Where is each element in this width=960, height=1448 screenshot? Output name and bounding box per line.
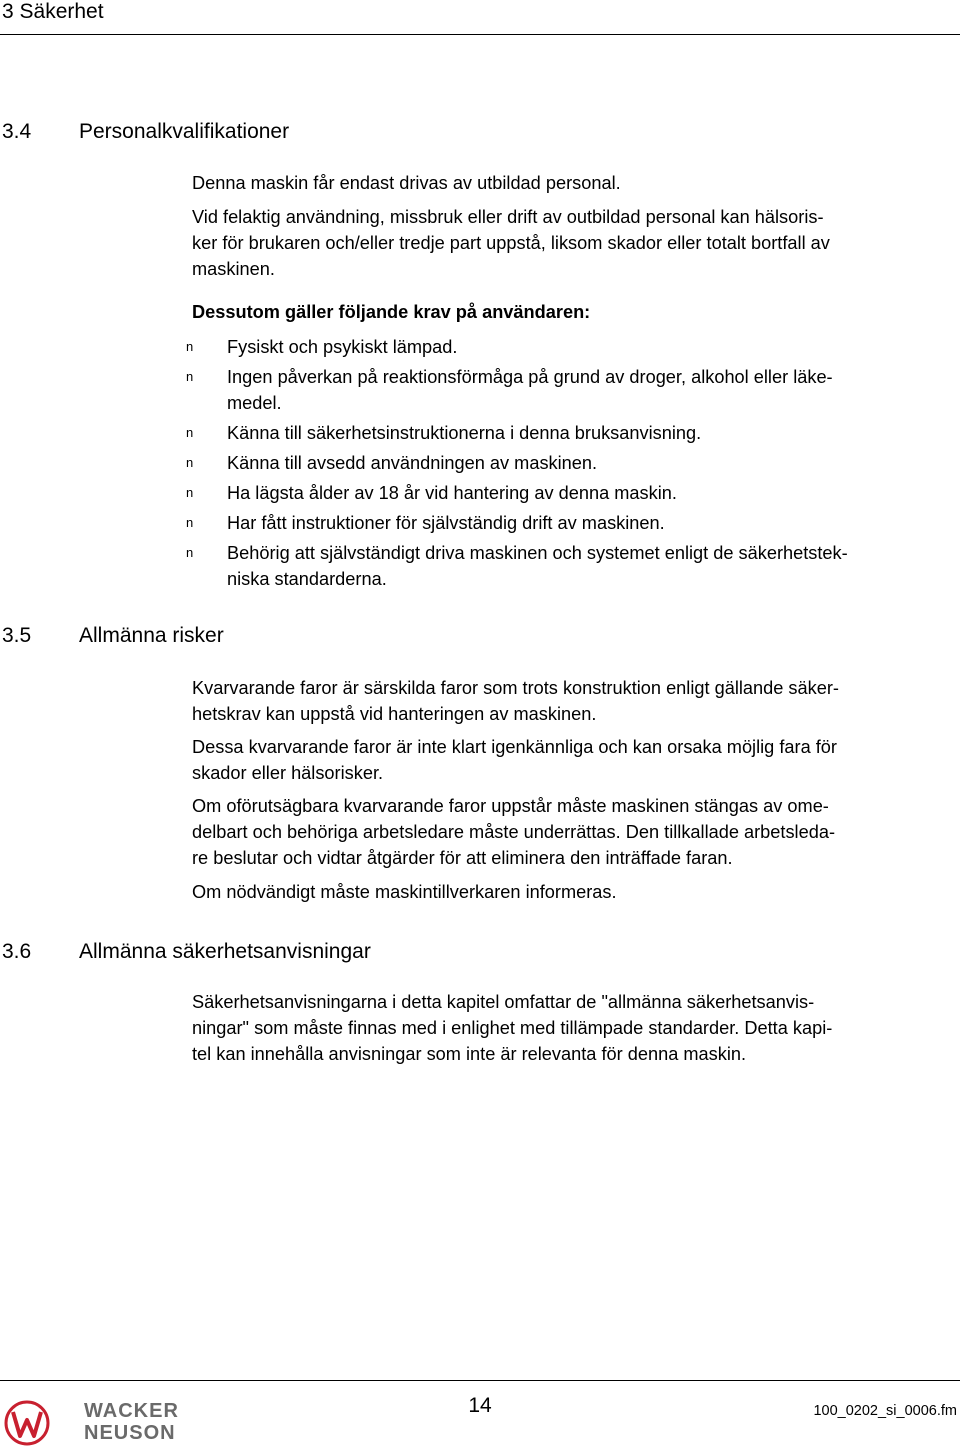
bullet-icon: n: [186, 485, 194, 500]
brand-name-line2: NEUSON: [84, 1422, 176, 1444]
paragraph-line: Säkerhetsanvisningarna i detta kapitel omfattar de "allmänna säkerhetsanvis-: [192, 992, 815, 1012]
paragraph: [192, 204, 956, 282]
list-item: [186, 334, 956, 360]
bullet-icon: n: [186, 369, 194, 384]
paragraph-line: re beslutar och vidtar åtgärder för att eliminera den inträffade faran.: [192, 848, 733, 868]
list-item: [186, 420, 956, 446]
section-number: 3.6: [2, 940, 32, 963]
section-title: Personalkvalifikationer: [79, 120, 290, 143]
header-divider: [0, 34, 960, 35]
list-item: [186, 540, 956, 592]
paragraph: Om nödvändigt måste maskintillverkaren informeras.: [192, 882, 617, 902]
list-item-text: Har fått instruktioner för självständig drift av maskinen.: [227, 513, 665, 533]
list-item-text: Känna till säkerhetsinstruktionerna i denna bruksanvisning.: [227, 423, 702, 443]
paragraph: [192, 734, 956, 786]
bullet-icon: n: [186, 515, 194, 530]
paragraph-line: delbart och behöriga arbetsledare måste underrättas. Den tillkallade arbetsleda-: [192, 822, 836, 842]
paragraph-line: maskinen.: [192, 259, 275, 279]
section-heading-3-5: [2, 624, 224, 648]
paragraph-line: ker för brukaren och/eller tredje part uppstå, liksom skador eller totalt bortfall av: [192, 233, 830, 253]
paragraph-line: hetskrav kan uppstå vid hanteringen av maskinen.: [192, 704, 597, 724]
paragraph-line: tel kan innehålla anvisningar som inte är relevanta för denna maskin.: [192, 1044, 747, 1064]
paragraph-line: skador eller hälsorisker.: [192, 763, 384, 783]
page-number: 14: [468, 1394, 492, 1417]
list-item: [186, 364, 956, 416]
paragraph-line: Om oförutsägbara kvarvarande faror uppstår måste maskinen stängas av ome-: [192, 796, 829, 816]
paragraph: [192, 675, 956, 727]
list-item-text: Behörig att självständigt driva maskinen och systemet enligt de säkerhetstek- niska standarderna.: [227, 543, 848, 589]
list-item: [186, 450, 956, 476]
wacker-neuson-logo-icon: [4, 1398, 50, 1448]
bullet-icon: n: [186, 425, 194, 440]
paragraph: Denna maskin får endast drivas av utbildad personal.: [192, 173, 621, 193]
paragraph: [192, 793, 956, 871]
section-number: 3.5: [2, 624, 32, 647]
list-item: [186, 510, 956, 536]
requirements-list: [186, 334, 956, 592]
list-item-text: Känna till avsedd användningen av maskinen.: [227, 453, 598, 473]
bullet-icon: n: [186, 545, 194, 560]
section-title: Allmänna risker: [79, 624, 224, 647]
paragraph-line: Dessa kvarvarande faror är inte klart igenkännliga och kan orsaka möjlig fara för: [192, 737, 837, 757]
section-heading-3-6: [2, 940, 371, 964]
list-item-text: Ingen påverkan på reaktionsförmåga på grund av droger, alkohol eller läke- medel.: [227, 367, 833, 413]
paragraph-line: ningar" som måste finnas med i enlighet med tillämpade standarder. Detta kapi-: [192, 1018, 833, 1038]
section-title: Allmänna säkerhetsanvisningar: [79, 940, 371, 963]
section-heading-3-4: [2, 120, 289, 144]
bullet-icon: n: [186, 455, 194, 470]
paragraph-line: Kvarvarande faror är särskilda faror som trots konstruktion enligt gällande säker-: [192, 678, 839, 698]
list-item: [186, 480, 956, 506]
file-name: 100_0202_si_0006.fm: [813, 1403, 957, 1419]
bullet-icon: n: [186, 339, 194, 354]
footer-divider: [0, 1380, 960, 1381]
paragraph: [192, 989, 956, 1067]
list-item-text: Ha lägsta ålder av 18 år vid hantering av denna maskin.: [227, 483, 677, 503]
requirements-subheading: Dessutom gäller följande krav på användaren:: [192, 302, 591, 322]
page-header-title: 3 Säkerhet: [2, 0, 104, 23]
list-item-text: Fysiskt och psykiskt lämpad.: [227, 337, 458, 357]
paragraph-line: Vid felaktig användning, missbruk eller drift av outbildad personal kan hälsoris-: [192, 207, 824, 227]
section-number: 3.4: [2, 120, 32, 143]
brand-name-line1: WACKER: [84, 1400, 179, 1422]
